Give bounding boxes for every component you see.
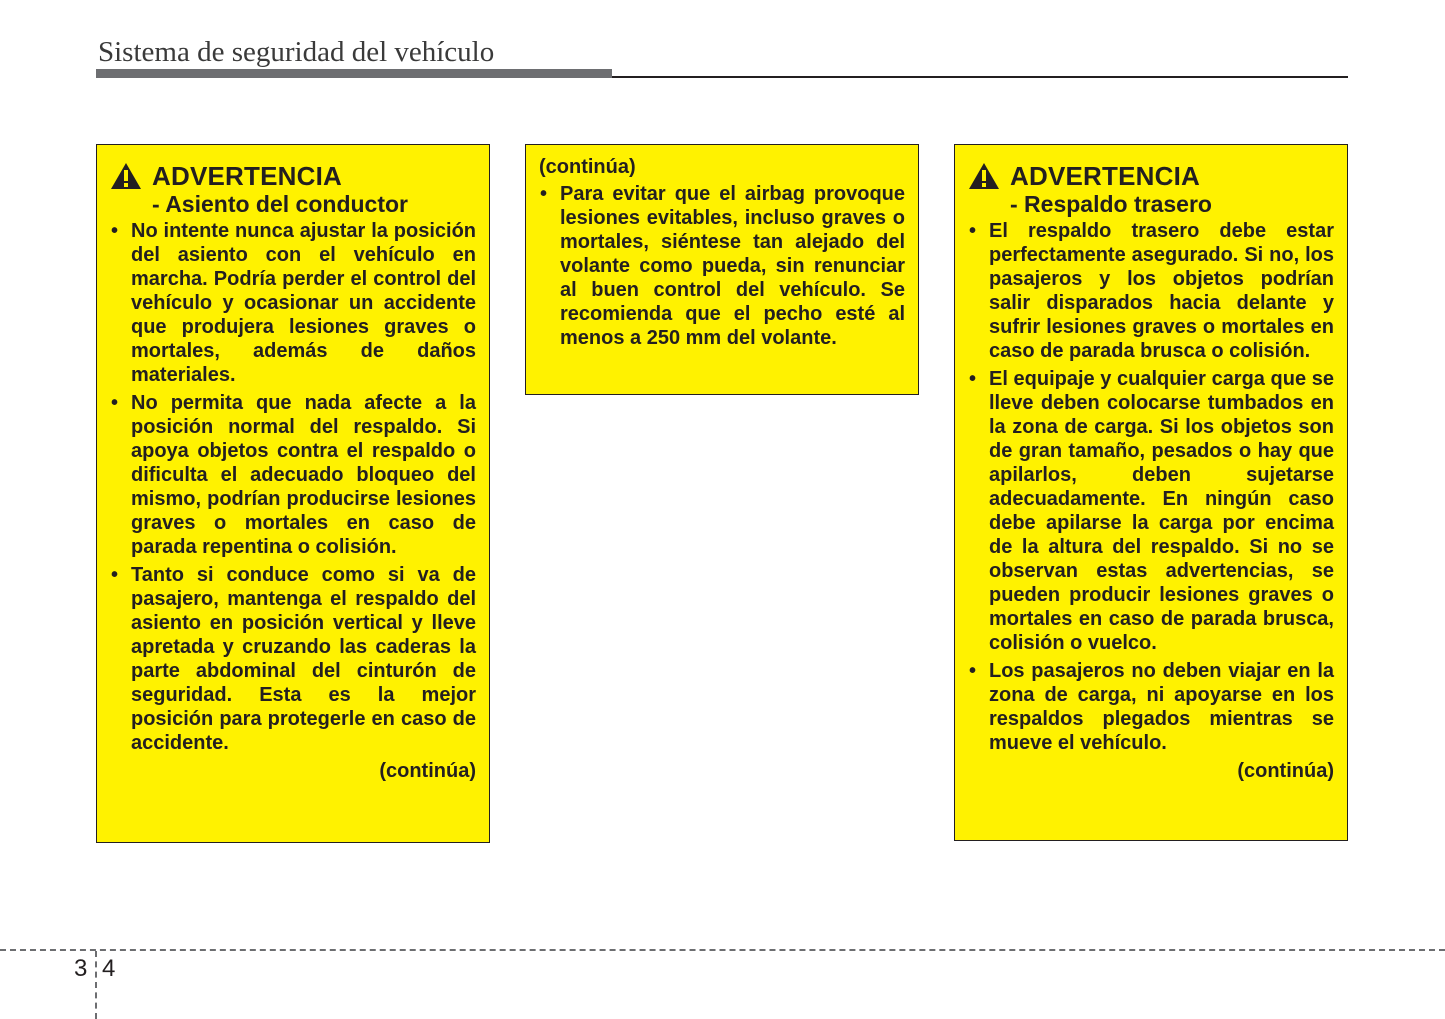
continues-label: (continúa) — [379, 760, 476, 782]
header-rule-thick — [96, 69, 612, 78]
chapter-number: 3 — [74, 955, 88, 982]
warning-subtitle: - Asiento del conductor — [152, 191, 408, 217]
warning-title: ADVERTENCIA — [152, 161, 342, 191]
list-item: • El respaldo trasero debe estar perfectamente asegurado. Si no, los pasajeros y los objetos podrían salir disparados hacia delante y sufrir lesiones graves o mortales en caso de parada brusca o colisión. — [969, 220, 1334, 362]
warning-triangle-icon — [110, 162, 142, 190]
continues-label: (continúa) — [1237, 760, 1334, 782]
bullet-text: No permita que nada afecte a la posición normal del respaldo. Si apoya objetos contra el respaldo o dificulta el adecuado bloqueo del mismo, podrían producirse lesiones graves o mortales en caso de parada repentina o colisión. — [131, 392, 476, 558]
footer-dashed-rule — [0, 949, 1445, 951]
warning-bullet-list — [539, 182, 905, 350]
bullet-text: No intente nunca ajustar la posición del asiento con el vehículo en marcha. Podría perder el control del vehículo y ocasionar un accidente que produjera lesiones graves o mortales, además de daños materiales. — [131, 220, 476, 386]
footer-dashed-divider — [95, 951, 97, 1019]
page-number: 4 — [102, 955, 116, 982]
header-rule-thin — [612, 76, 1348, 78]
warning-heading — [968, 161, 1334, 191]
warning-box-airbag-continued — [525, 144, 919, 395]
warning-heading — [110, 161, 476, 191]
warning-subtitle: - Respaldo trasero — [1010, 191, 1212, 217]
warning-title: ADVERTENCIA — [1010, 161, 1200, 191]
page-header-title: Sistema de seguridad del vehículo — [98, 36, 495, 68]
list-item: • Los pasajeros no deben viajar en la zona de carga, ni apoyarse en los respaldos plegados mientras se mueve el vehículo. — [969, 660, 1334, 754]
warning-bullet-list — [968, 219, 1334, 755]
bullet-text: Para evitar que el airbag provoque lesiones evitables, incluso graves o mortales, siéntese tan alejado del volante como pueda, sin renunciar al buen control del vehículo. Se recomienda que el pecho esté al menos a 250 mm del volante. — [560, 183, 905, 349]
list-item: • No intente nunca ajustar la posición del asiento con el vehículo en marcha. Podría perder el control del vehículo y ocasionar un accidente que produjera lesiones graves o mortales, además de daños materiales. — [111, 220, 476, 386]
bullet-text: Los pasajeros no deben viajar en la zona de carga, ni apoyarse en los respaldos plegados mientras se mueve el vehículo. — [989, 660, 1334, 754]
warning-bullet-list — [110, 219, 476, 755]
warning-box-driver-seat — [96, 144, 490, 843]
list-item: • Tanto si conduce como si va de pasajero, mantenga el respaldo del asiento en posición vertical y lleve apretada y cruzando las caderas la parte abdominal del cinturón de seguridad. Esta es la mejor posición para protegerle en caso de accidente. — [111, 564, 476, 754]
warning-box-rear-seatback — [954, 144, 1348, 841]
list-item: • No permita que nada afecte a la posición normal del respaldo. Si apoya objetos contra el respaldo o dificulta el adecuado bloqueo del mismo, podrían producirse lesiones graves o mortales en caso de parada repentina o colisión. — [111, 392, 476, 558]
list-item: • Para evitar que el airbag provoque lesiones evitables, incluso graves o mortales, siéntese tan alejado del volante como pueda, sin renunciar al buen control del vehículo. Se recomienda que el pecho esté al menos a 250 mm del volante. — [540, 183, 905, 349]
list-item: • El equipaje y cualquier carga que se lleve deben colocarse tumbados en la zona de carga. Si los objetos son de gran tamaño, pesados o hay que apilarlos, deben sujetarse adecuadamente. En ningún caso debe apilarse la carga por encima de la altura del respaldo. Si no se observan estas advertencias, se pueden producir lesiones graves o mortales en caso de parada brusca, colisión o vuelco. — [969, 368, 1334, 654]
bullet-text: Tanto si conduce como si va de pasajero, mantenga el respaldo del asiento en posición vertical y lleve apretada y cruzando las caderas la parte abdominal del cinturón de seguridad. Esta es la mejor posición para protegerle en caso de accidente. — [131, 564, 476, 754]
warning-triangle-icon — [968, 162, 1000, 190]
bullet-text: El respaldo trasero debe estar perfectamente asegurado. Si no, los pasajeros y los objetos podrían salir disparados hacia delante y sufrir lesiones graves o mortales en caso de parada brusca o colisión. — [989, 220, 1334, 362]
continued-label: (continúa) — [539, 156, 636, 178]
bullet-text: El equipaje y cualquier carga que se lleve deben colocarse tumbados en la zona de carga. Si los objetos son de gran tamaño, pesados o hay que apilarlos, deben sujetarse adecuadamente. En ningún caso debe apilarse la carga por encima de la altura del respaldo. Si no se observan estas advertencias, se pueden producir lesiones graves o mortales en caso de parada brusca, colisión o vuelco. — [989, 368, 1334, 654]
